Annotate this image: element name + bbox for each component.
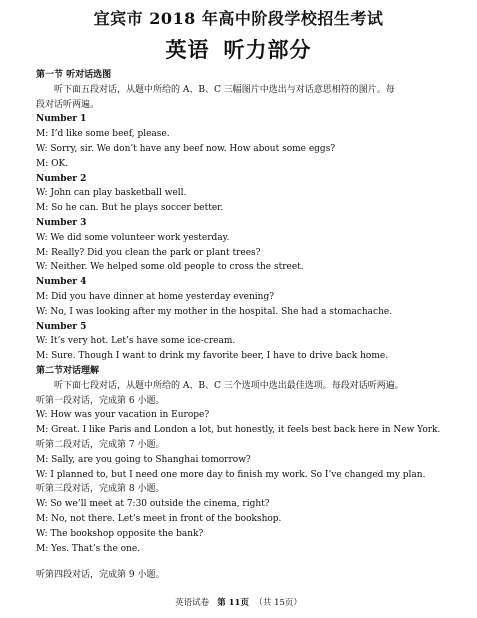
dialog-line: M: I’d like some beef, please.	[36, 129, 170, 140]
instruction-text: 听下面五段对话，从题中所给的 A、B、C 三幅图片中选出与对话意思相符的图片。每	[54, 84, 395, 95]
question-number: Number 3	[36, 217, 87, 228]
dialog-line: W: So we’ll meet at 7:30 outside the cinema, right?	[36, 499, 270, 510]
footer-subject: 英语试卷	[175, 598, 210, 608]
dialog-line: M: Really? Did you clean the park or plant trees?	[36, 247, 261, 258]
dialog-line: M: OK.	[36, 158, 69, 169]
page-total: （共 15页）	[254, 598, 302, 608]
dialog-line: M: Sure. Though I want to drink my favorite beer, I have to drive back home.	[36, 351, 389, 362]
question-number: Number 1	[36, 114, 87, 125]
page-number: 第 11页	[217, 598, 249, 608]
dialog-line: M: Sally, are you going to Shanghai tomorrow?	[36, 454, 251, 465]
dialog-intro: 听第四段对话，完成第 9 小题。	[36, 570, 165, 581]
dialog-line: W: No, I was looking after my mother in the hospital. She had a stomachache.	[36, 306, 393, 317]
question-number: Number 4	[36, 277, 87, 288]
dialog-line: W: I planned to, but I need one more day to finish my work. So I’ve changed my plan.	[36, 469, 426, 480]
dialog-line: W: Neither. We helped some old people to cross the street.	[36, 262, 304, 273]
part-label: 听力部分	[223, 37, 312, 62]
dialog-line: W: It’s very hot. Let’s have some ice-cream.	[36, 336, 236, 347]
dialog-line: W: Sorry, sir. We don’t have any beef now. How about some eggs?	[36, 143, 336, 154]
exam-title: 宜宾市 2018 年高中阶段学校招生考试	[93, 9, 384, 28]
section-heading: 第一节 听对话选图	[36, 70, 112, 80]
page-footer	[0, 596, 477, 608]
section-heading: 第二节对话理解	[36, 365, 100, 376]
dialog-intro: 听第三段对话，完成第 8 小题。	[36, 484, 165, 495]
dialog-line: W: We did some volunteer work yesterday.	[36, 232, 230, 243]
dialog-intro: 听第一段对话，完成第 6 小题。	[36, 395, 165, 406]
dialog-line: W: How was your vacation in Europe?	[36, 410, 210, 421]
dialog-line: W: The bookshop opposite the bank?	[36, 528, 204, 539]
dialog-line: M: So he can. But he plays soccer better.	[36, 203, 224, 214]
dialog-line: M: Great. I like Paris and London a lot, but honestly, it feels best back here in New York.	[36, 425, 441, 436]
dialog-line: M: Did you have dinner at home yesterday evening?	[36, 291, 275, 302]
instruction-text: 听下面七段对话，从题中所给的 A、B、C 三个选项中选出最佳选项。每段对话听两遍。	[54, 380, 404, 391]
question-number: Number 5	[36, 321, 87, 332]
question-number: Number 2	[36, 173, 87, 184]
exam-subtitle	[0, 34, 477, 64]
dialog-line: M: Yes. That’s the one.	[36, 543, 141, 554]
instruction-text: 段对话听两遍。	[36, 99, 100, 110]
subject-label: 英语	[165, 37, 210, 62]
dialog-line: M: No, not there. Let’s meet in front of the bookshop.	[36, 513, 282, 524]
dialog-intro: 听第二段对话，完成第 7 小题。	[36, 439, 165, 450]
exam-content	[36, 68, 456, 583]
dialog-line: W: John can play basketball well.	[36, 188, 187, 199]
